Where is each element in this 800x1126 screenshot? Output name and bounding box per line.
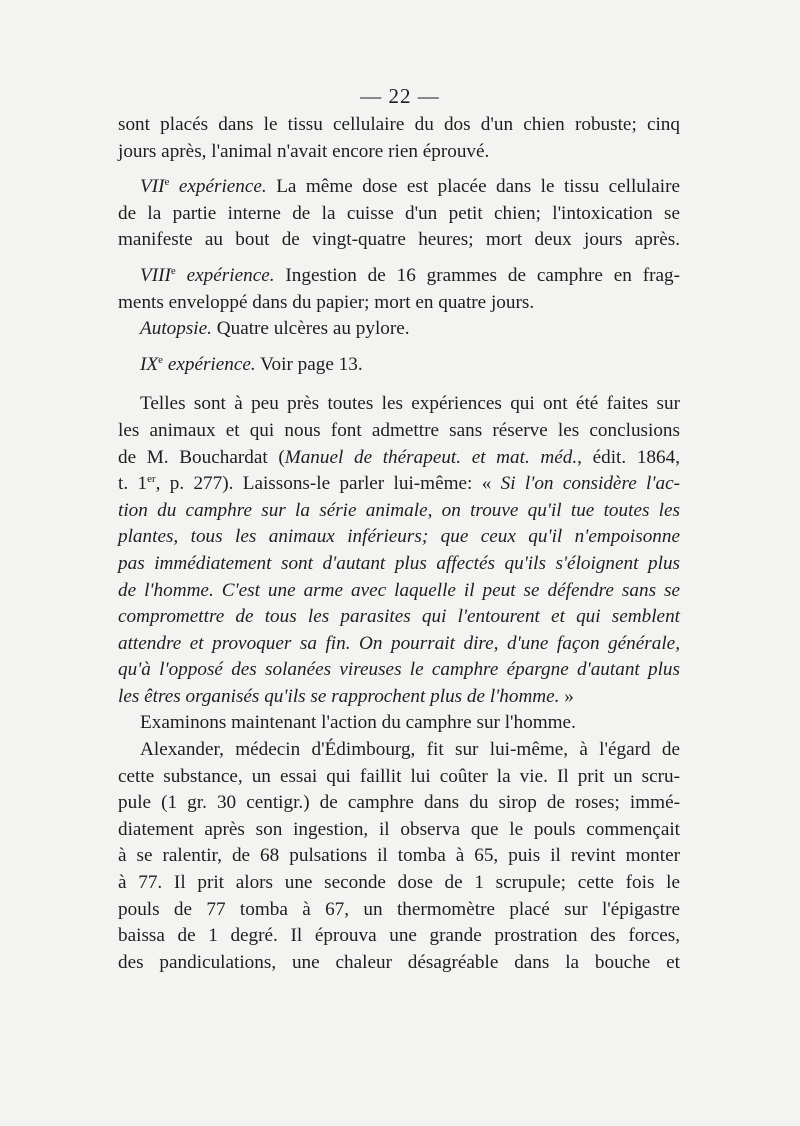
text-line: les animaux et qui nous font admettre sans réserve les conclusions: [118, 419, 680, 441]
text-line: de la partie interne de la cuisse d'un petit chien; l'intoxication se: [118, 202, 680, 224]
text-line: pule (1 gr. 30 centigr.) de camphre dans du sirop de roses; immé-: [118, 792, 680, 814]
text-line: diatement après son ingestion, il observa que le pouls commençait: [118, 818, 680, 840]
text-line: cette substance, un essai qui faillit lui coûter la vie. Il prit un scru-: [118, 765, 680, 787]
text-line: Examinons maintenant l'action du camphre sur l'homme.: [140, 712, 576, 734]
text-line: à se ralentir, de 68 pulsations il tomba à 65, puis il revint monter: [118, 845, 680, 867]
text-line: compromettre de tous les parasites qui l'entourent et qui semblent: [118, 606, 680, 628]
text-line: à 77. Il prit alors une seconde dose de 1 scrupule; cette fois le: [118, 872, 680, 894]
text-line: les êtres organisés qu'ils se rapprochent plus de l'homme. »: [118, 685, 574, 707]
text-line: de M. Bouchardat (Manuel de thérapeut. et mat. méd., édit. 1864,: [118, 446, 680, 468]
page-number: — 22 —: [360, 84, 440, 108]
text-line: Alexander, médecin d'Édimbourg, fit sur lui-même, à l'égard de: [140, 739, 680, 761]
text-line: Autopsie. Quatre ulcères au pylore.: [140, 318, 410, 340]
text-line: pas immédiatement sont d'autant plus affectés qu'ils s'éloignent plus: [118, 552, 680, 574]
text-line: ments enveloppé dans du papier; mort en quatre jours.: [118, 291, 535, 313]
text-line: baissa de 1 degré. Il éprouva une grande prostration des forces,: [118, 925, 680, 947]
text-line: des pandiculations, une chaleur désagréable dans la bouche et: [118, 951, 680, 973]
text-line: VIIe expérience. La même dose est placée dans le tissu cellulaire: [140, 176, 680, 198]
text-line: pouls de 77 tomba à 67, un thermomètre placé sur l'épigastre: [118, 898, 680, 920]
text-line: VIIIe expérience. Ingestion de 16 grammes de camphre en frag-: [140, 264, 680, 286]
text-line: de l'homme. C'est une arme avec laquelle il peut se défendre sans se: [118, 579, 680, 601]
text-line: attendre et provoquer sa fin. On pourrait dire, d'une façon générale,: [118, 632, 680, 654]
body-text: [118, 112, 680, 976]
text-line: jours après, l'animal n'avait encore rien éprouvé.: [118, 140, 490, 162]
text-line: IXe expérience. Voir page 13.: [140, 353, 363, 375]
text-line: qu'à l'opposé des solanées vireuses le camphre épargne d'autant plus: [118, 659, 680, 681]
text-line: tion du camphre sur la série animale, on trouve qu'il tue toutes les: [118, 499, 680, 521]
text-line: manifeste au bout de vingt-quatre heures; mort deux jours après.: [118, 229, 680, 251]
text-line: Telles sont à peu près toutes les expériences qui ont été faites sur: [140, 393, 680, 415]
text-line: plantes, tous les animaux inférieurs; que ceux qu'il n'empoisonne: [118, 526, 680, 548]
text-line: sont placés dans le tissu cellulaire du dos d'un chien robuste; cinq: [118, 114, 680, 135]
text-line: t. 1er, p. 277). Laissons-le parler lui-même: « Si l'on considère l'ac-: [118, 473, 680, 495]
